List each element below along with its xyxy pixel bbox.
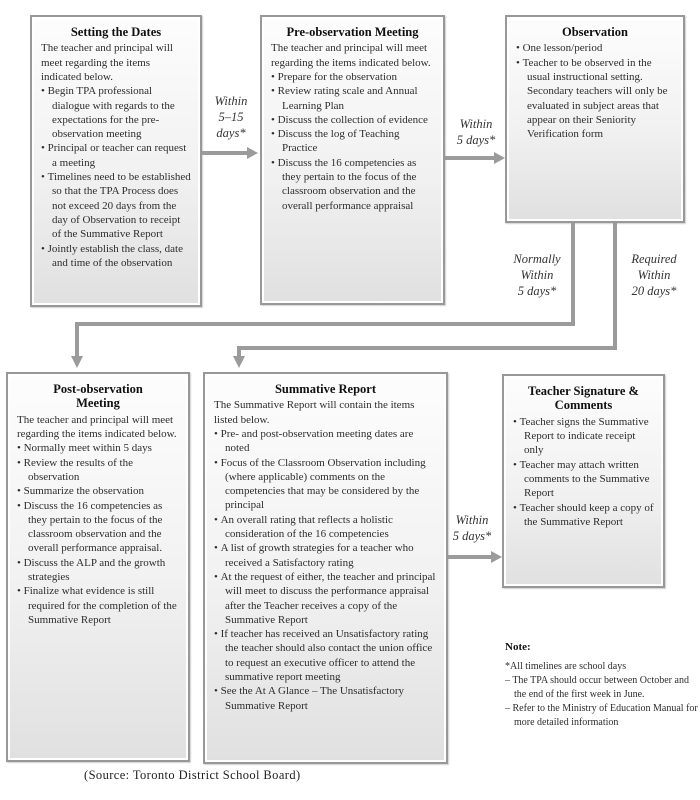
flow-label-line: Within (459, 117, 493, 131)
box-intro-pre-observation-meeting: The teacher and principal will meet regarding the items indicated below. (271, 42, 431, 69)
flow-label-line: Within (637, 268, 671, 282)
bullet-item: • Summarize the observation (17, 484, 179, 498)
bullet-item: • Discuss the log of Teaching Practice (271, 127, 434, 156)
flow-label-observation-to-postobs (500, 251, 574, 299)
arrowhead-down-icon (233, 356, 245, 368)
arrowhead-right-icon (494, 152, 505, 164)
bullet-item: • Discuss the collection of evidence (271, 113, 434, 127)
arrow-stem (448, 555, 491, 559)
box-title-observation: Observation (562, 25, 628, 39)
bullet-item: • Teacher to be observed in the usual instructional setting. Secondary teachers will only be evaluated in subject areas that appear on their Seniority Verification form (516, 56, 674, 142)
box-intro-post-observation-meeting: The teacher and principal will meet regarding the items indicated below. (17, 413, 177, 441)
arrow-stem (75, 322, 575, 326)
note-items (505, 660, 700, 730)
bullet-list-observation (516, 41, 674, 141)
box-title-setting-the-dates: Setting the Dates (70, 25, 162, 39)
bullet-item: • Discuss the 16 competencies as they pertain to the focus of the classroom observation and the overall performance appraisal. (17, 499, 179, 556)
arrow-stem (237, 346, 617, 350)
bullet-item: • Principal or teacher can request a meeting (41, 141, 191, 170)
source-caption: (Source: Toronto District School Board) (84, 768, 301, 782)
arrow-stem (75, 326, 79, 356)
note-heading: Note: (505, 641, 531, 653)
flow-label-line: 20 days* (631, 284, 677, 298)
bullet-item: • Teacher should keep a copy of the Summative Report (513, 501, 654, 530)
bullet-item: • If teacher has received an Unsatisfactory rating the teacher should also contact the union office to request an executive officer to attend the summative report meeting (214, 627, 437, 684)
flow-label-preobs-to-observation (448, 116, 504, 148)
flow-label-line: days* (216, 126, 246, 140)
flow-box-setting-the-dates (30, 15, 202, 307)
arrowhead-down-icon (71, 356, 83, 368)
bullet-item: • An overall rating that reflects a holistic consideration of the 16 competencies (214, 513, 437, 542)
bullet-item: • Review the results of the observation (17, 456, 179, 485)
note-item: *All timelines are school days (505, 661, 627, 672)
note-item: – Refer to the Ministry of Education Manual for more detailed information (505, 703, 698, 728)
flow-box-teacher-signature-comments (502, 374, 665, 588)
bullet-list-setting-the-dates (41, 84, 191, 270)
box-title-summative-report: Summative Report (274, 382, 377, 396)
flow-label-line: Within (455, 513, 489, 527)
flow-box-post-observation-meeting (6, 372, 190, 762)
flow-box-pre-observation-meeting (260, 15, 445, 305)
bullet-list-pre-observation-meeting (271, 70, 434, 213)
note-item: – The TPA should occur between October and the end of the first week in June. (505, 675, 689, 700)
flow-label-line: 5 days* (456, 133, 496, 147)
bullet-item: • Focus of the Classroom Observation including (where applicable) comments on the competencies that may be considered by the principal (214, 456, 437, 513)
flow-box-observation (505, 15, 685, 223)
flow-label-line: Required (631, 252, 677, 266)
bullet-item: • Discuss the ALP and the growth strategies (17, 556, 179, 585)
flow-label-line: Within (520, 268, 554, 282)
bullet-list-summative-report (214, 427, 437, 713)
arrow-stem (202, 151, 248, 155)
bullet-item: • At the request of either, the teacher and principal will meet to discuss the performance appraisal after the Teacher receives a copy of the Summative Report (214, 570, 437, 627)
arrow-stem (571, 223, 575, 326)
bullet-list-post-observation-meeting (17, 441, 179, 627)
flow-label-line: Normally (513, 252, 561, 266)
bullet-item: • Finalize what evidence is still required for the completion of the Summative Report (17, 584, 179, 627)
flow-label-line: Within (214, 94, 248, 108)
note-block (505, 641, 700, 730)
bullet-item: • Review rating scale and Annual Learning Plan (271, 84, 434, 113)
box-title-pre-observation-meeting: Pre-observation Meeting (286, 25, 419, 39)
box-title-teacher-signature-comments: Teacher Signature & Comments (528, 384, 639, 413)
bullet-item: • One lesson/period (516, 41, 674, 55)
flow-box-summative-report (203, 372, 448, 764)
bullet-item: • See the At A Glance – The Unsatisfactory Summative Report (214, 684, 437, 713)
arrowhead-right-icon (247, 147, 258, 159)
bullet-item: • Teacher may attach written comments to the Summative Report (513, 458, 654, 501)
flow-label-line: 5 days* (517, 284, 557, 298)
arrowhead-right-icon (491, 551, 502, 563)
bullet-item: • Begin TPA professional dialogue with regards to the expectations for the pre-observation meeting (41, 84, 191, 141)
arrow-stem (613, 223, 617, 350)
flow-label-summative-to-signature (444, 512, 500, 544)
bullet-item: • Normally meet within 5 days (17, 441, 179, 455)
bullet-item: • Pre- and post-observation meeting dates are noted (214, 427, 437, 456)
box-intro-setting-the-dates: The teacher and principal will meet regarding the items indicated below. (41, 42, 173, 83)
bullet-item: • Prepare for the observation (271, 70, 434, 84)
flow-label-line: 5–15 (218, 110, 244, 124)
flow-label-setting-to-preobs (203, 93, 259, 141)
arrow-stem (445, 156, 494, 160)
bullet-item: • Discuss the 16 competencies as they pertain to the focus of the classroom observation and the overall performance appraisal (271, 156, 434, 213)
box-title-post-observation-meeting: Post-observation Meeting (53, 382, 143, 411)
flow-label-line: 5 days* (452, 529, 492, 543)
bullet-item: • Teacher signs the Summative Report to indicate receipt only (513, 415, 654, 458)
flow-label-observation-to-summative (615, 251, 693, 299)
bullet-item: • Timelines need to be established so that the TPA Process does not exceed 20 days from the day of Observation to receipt of the Summative Report (41, 170, 191, 241)
box-intro-summative-report: The Summative Report will contain the items listed below. (214, 399, 415, 426)
bullet-item: • A list of growth strategies for a teacher who received a Satisfactory rating (214, 541, 437, 570)
bullet-list-teacher-signature-comments (513, 415, 654, 529)
bullet-item: • Jointly establish the class, date and time of the observation (41, 242, 191, 271)
